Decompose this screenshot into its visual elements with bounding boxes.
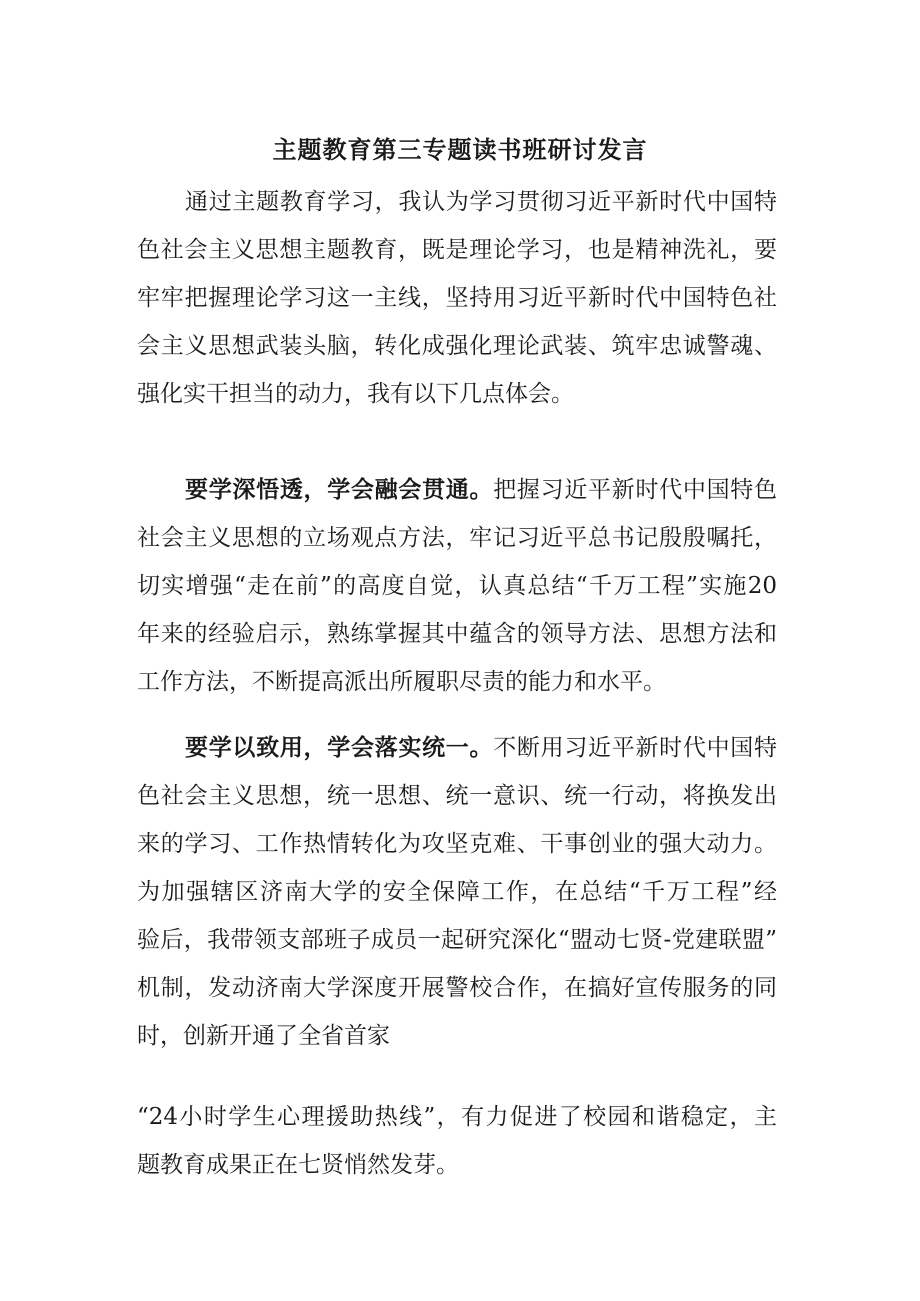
paragraph-line: 来的学习、工作热情转化为攻坚克难、干事创业的强大动力。: [137, 831, 777, 857]
paragraph-line: 时，创新开通了全省首家: [137, 1023, 390, 1049]
paragraph-line: 机制，发动济南大学深度开展警校合作，在搞好宣传服务的同: [137, 975, 777, 1001]
paragraph-study-deeply: [137, 466, 777, 706]
paragraph-line: 强化实干担当的动力，我有以下几点体会。: [137, 381, 574, 407]
paragraph-line: 社会主义思想的立场观点方法，牢记习近平总书记殷殷嘱托，: [137, 525, 777, 551]
paragraph-line: 年来的经验启示，熟练掌握其中蕴含的领导方法、思想方法和: [137, 621, 777, 647]
paragraph-line: 验后，我带领支部班子成员一起研究深化“盟动七贤-党建联盟”: [137, 927, 777, 953]
paragraph-line-text: 不断用习近平新时代中国特: [493, 735, 778, 761]
paragraph-line: 题教育成果正在七贤悄然发芽。: [137, 1152, 459, 1178]
paragraph-line: 牢牢把握理论学习这一主线，坚持用习近平新时代中国特色社: [137, 285, 777, 311]
paragraph-line: 会主义思想武装头脑，转化成强化理论武装、筑牢忠诚警魂、: [137, 333, 777, 359]
paragraph-heading: 要学以致用，学会落实统一。: [185, 735, 494, 761]
paragraph-first-line: [137, 724, 777, 772]
paragraph-intro: [137, 178, 777, 418]
paragraph-line: 色社会主义思想主题教育，既是理论学习，也是精神洗礼，要: [137, 237, 777, 263]
paragraph-first-line: [137, 466, 777, 514]
paragraph-line: 工作方法，不断提高派出所履职尽责的能力和水平。: [137, 669, 666, 695]
paragraph-heading: 要学深悟透，学会融会贯通。: [185, 477, 494, 503]
paragraph-line: 色社会主义思想，统一思想、统一意识、统一行动，将换发出: [137, 783, 777, 809]
paragraph-line: 为加强辖区济南大学的安全保障工作，在总结“千万工程”经: [137, 879, 777, 905]
document-title: 主题教育第三专题读书班研讨发言: [272, 136, 648, 164]
paragraph-apply-learning: [137, 724, 777, 1060]
paragraph-line-text: 把握习近平新时代中国特色: [493, 477, 778, 503]
paragraph-line: 切实增强“走在前”的高度自觉，认真总结“千万工程”实施20: [137, 573, 777, 599]
paragraph-hotline: [137, 1093, 777, 1189]
paragraph-line: 通过主题教育学习，我认为学习贯彻习近平新时代中国特: [185, 189, 777, 215]
paragraph-line: “24小时学生心理援助热线”，有力促进了校园和谐稳定，主: [137, 1104, 777, 1130]
